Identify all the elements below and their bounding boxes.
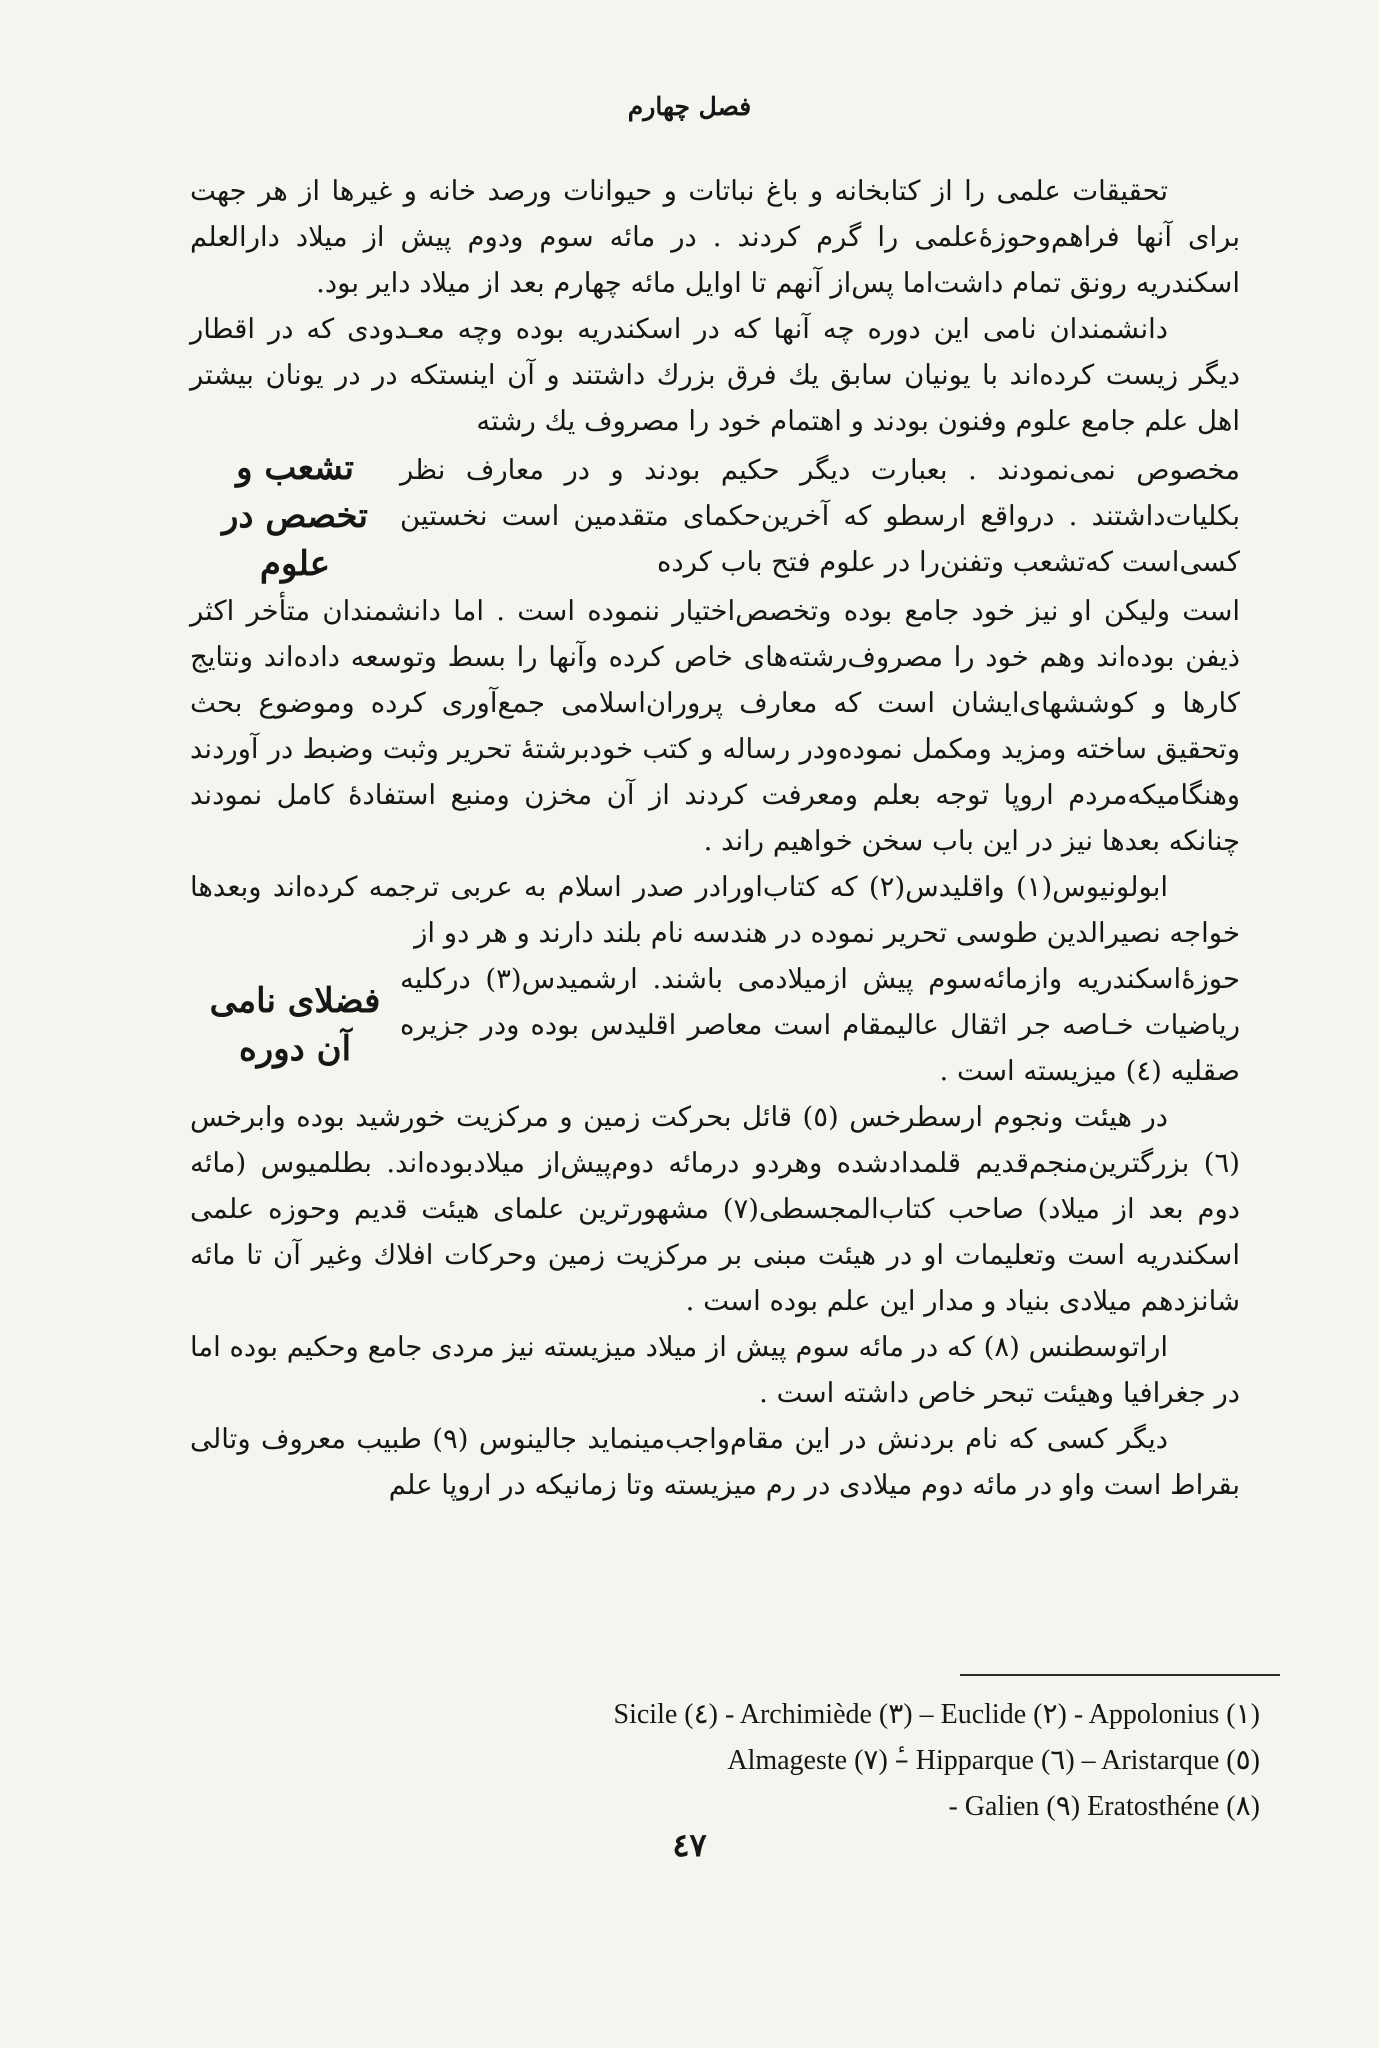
sidenote-row — [190, 444, 1240, 588]
margin-note-scholars: فضلای نامی آن دوره — [209, 981, 381, 1069]
footnote-line: Almageste (٧) –ٔ Hipparque (٦) – Aristarque (٥) — [727, 1745, 1260, 1776]
paragraph: است ولیکن او نیز خود جامع بوده وتخصص‌اختیار ننموده است . اما دانشمندان متأخر اکثر ذیفن بوده‌اند وهم خود را مصروف‌رشته‌های خاص کرده وآنها را بسط وتوسعه داده‌اند ونتایج کارها و کوششهای‌ایشان است که معارف پروران‌اسلامی جمع‌آوری کرده وموضوع بحث وتحقیق ساخته ومزید ومکمل نموده‌ودر رساله و کتب خودبرشتهٔ تحریر وثبت وضبط در آوردند وهنگامیکه‌مردم اروپا توجه بعلم ومعرفت کردند از آن مخزن ومنبع استفادهٔ کامل نمودند چنانکه بعدها نیز در این باب سخن خواهیم راند . — [190, 595, 1240, 857]
footnote-divider — [960, 1674, 1280, 1676]
footnote-line: - Galien (٩) Eratosthéne (٨) — [948, 1791, 1260, 1822]
sidenote-row — [190, 956, 1240, 1094]
margin-note-specialization: تشعب و تخصص در علوم — [222, 448, 368, 584]
paragraph: دیگر کسی که نام بردنش در این مقام‌واجب‌مینماید جالینوس (۹) طبیب معروف وتالی بقراط است واو در مائه دوم میلادی در رم میزیسته وتا زمانیکه در اروپا علم — [190, 1423, 1240, 1501]
paragraph: اراتوسطنس (۸) که در مائه سوم پیش از میلاد میزیسته نیز مردی جامع وحکیم بوده اما در جغرافیا وهیئت تبحر خاص داشته است . — [190, 1331, 1240, 1409]
paragraph: در هیئت ونجوم ارسطرخس (٥) قائل بحرکت زمین و مرکزیت خورشید بوده وابرخس (٦) بزرگترین‌منجم‌قدیم قلمدادشده وهردو درمائه دوم‌پیش‌از میلادبوده‌اند. بطلمیوس (مائه دوم بعد از میلاد) صاحب کتاب‌المجسطی(۷) مشهورترین علمای هیئت قدیم وحوزه علمی اسکندریه است وتعلیمات او در هیئت مبنی بر مرکزیت زمین وحرکات افلاك وغیر آن تا مائه شانزدهم میلادی بنیاد و مدار این علم بوده است . — [190, 1101, 1240, 1317]
paragraph: ابولونیوس(۱) واقلیدس(۲) که کتاب‌اورادر صدر اسلام به عربی ترجمه کرده‌اند وبعدها خواجه نصیرالدین طوسی تحریر نموده در هندسه نام بلند دارند و هر دو از — [190, 871, 1240, 949]
footnotes — [360, 1692, 1260, 1830]
page-number: ٤٧ — [672, 1826, 707, 1864]
footnote-line: Sicile (٤) - Archimiède (٣) – Euclide (٢) - Appolonius (١) — [613, 1699, 1260, 1730]
paragraph: تحقیقات علمی را از کتابخانه و باغ نباتات و حیوانات ورصد خانه و غیرها از هر جهت برای آنها فراهم‌وحوزهٔ‌علمی را گرم کردند . در مائه سوم ودوم پیش از میلاد دارالعلم اسکندریه رونق تمام داشت‌اما پس‌از آنهم تا اوایل مائه چهارم بعد از میلاد دایر بود. — [190, 175, 1240, 299]
chapter-header: فصل چهارم — [627, 92, 752, 121]
paragraph: دانشمندان نامی این دوره چه آنها که در اسکندریه بوده وچه معـدودی که در اقطار دیگر زیست کرده‌اند با یونیان سابق یك فرق بزرك داشتند و آن اینستکه در در یونان بیشتر اهل علم جامع علوم وفنون بودند و اهتمام خود را مصروف یك رشته — [190, 313, 1240, 437]
paragraph: مخصوص نمی‌نمودند . بعبارت دیگر حکیم بودند و در معارف نظر بکلیات‌داشتند . درواقع ارسطو که آخرین‌حکمای متقدمین است نخستین کسی‌است که‌تشعب وتفنن‌را در علوم فتح باب کرده — [400, 454, 1240, 578]
paragraph: حوزهٔ‌اسکندریه وازمائه‌سوم پیش ازمیلادمی باشند. ارشمیدس(۳) درکلیه ریاضیات خـاصه جر اثقال عالیمقام است معاصر اقلیدس بوده ودر جزیره صقلیه (٤) میزیسته است . — [400, 963, 1240, 1087]
body-text — [190, 168, 1240, 1508]
